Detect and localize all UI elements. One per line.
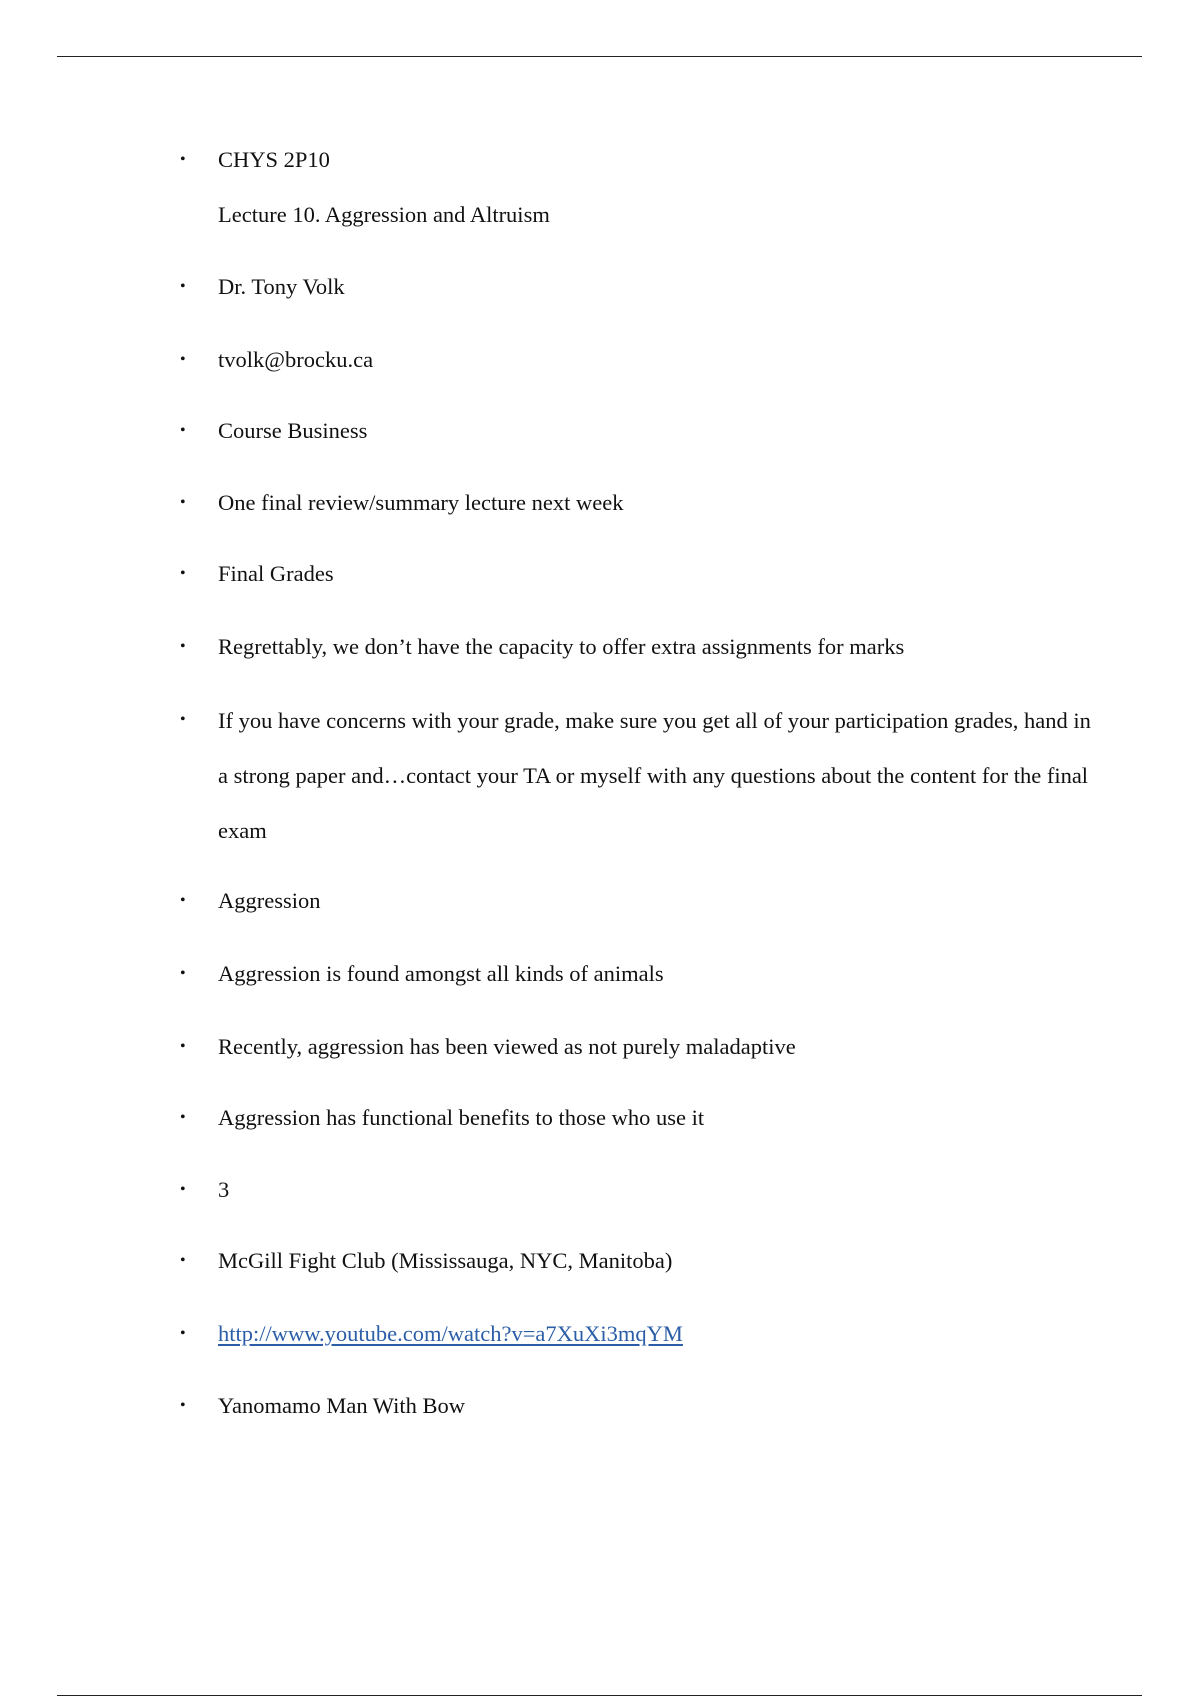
youtube-link[interactable]: http://www.youtube.com/watch?v=a7XuXi3mqYM	[218, 1321, 683, 1346]
bullet-icon: •	[180, 278, 186, 295]
list-item-text: Regrettably, we don’t have the capacity to offer extra assignments for marks	[218, 634, 905, 659]
section-heading: Final Grades	[218, 561, 334, 586]
footer-rule	[57, 1695, 1142, 1696]
instructor-name: Dr. Tony Volk	[218, 274, 345, 299]
bullet-icon: •	[180, 151, 186, 168]
list-item-text: Aggression has functional benefits to those who use it	[218, 1105, 705, 1130]
bullet-icon: •	[180, 351, 186, 368]
bullet-icon: •	[180, 1325, 186, 1342]
bullet-icon: •	[180, 965, 186, 982]
bullet-icon: •	[180, 1109, 186, 1126]
bullet-icon: •	[180, 1397, 186, 1414]
bullet-icon: •	[180, 494, 186, 511]
bullet-icon: •	[180, 565, 186, 582]
bullet-icon: •	[180, 1252, 186, 1269]
course-code: CHYS 2P10	[218, 147, 330, 172]
bullet-icon: •	[180, 1038, 186, 1055]
list-item-text: Recently, aggression has been viewed as not purely maladaptive	[218, 1034, 796, 1059]
bullet-icon: •	[180, 1181, 186, 1198]
bullet-icon: •	[180, 638, 186, 655]
slide-number: 3	[218, 1177, 230, 1202]
section-heading: Aggression	[218, 888, 321, 913]
bullet-icon: •	[180, 711, 186, 728]
bullet-icon: •	[180, 892, 186, 909]
image-caption: Yanomamo Man With Bow	[218, 1393, 466, 1418]
list-item-text: One final review/summary lecture next week	[218, 490, 624, 515]
list-item-text: If you have concerns with your grade, make sure you get all of your participation grades, hand in a strong paper and…contact your TA or myself with any questions about the content for the final exam	[218, 708, 1091, 843]
instructor-email: tvolk@brocku.ca	[218, 347, 374, 372]
video-title: McGill Fight Club (Mississauga, NYC, Manitoba)	[218, 1248, 673, 1273]
list-item-text: Aggression is found amongst all kinds of animals	[218, 961, 664, 986]
bullet-icon: •	[180, 422, 186, 439]
lecture-title: Lecture 10. Aggression and Altruism	[218, 202, 550, 227]
section-heading: Course Business	[218, 418, 368, 443]
